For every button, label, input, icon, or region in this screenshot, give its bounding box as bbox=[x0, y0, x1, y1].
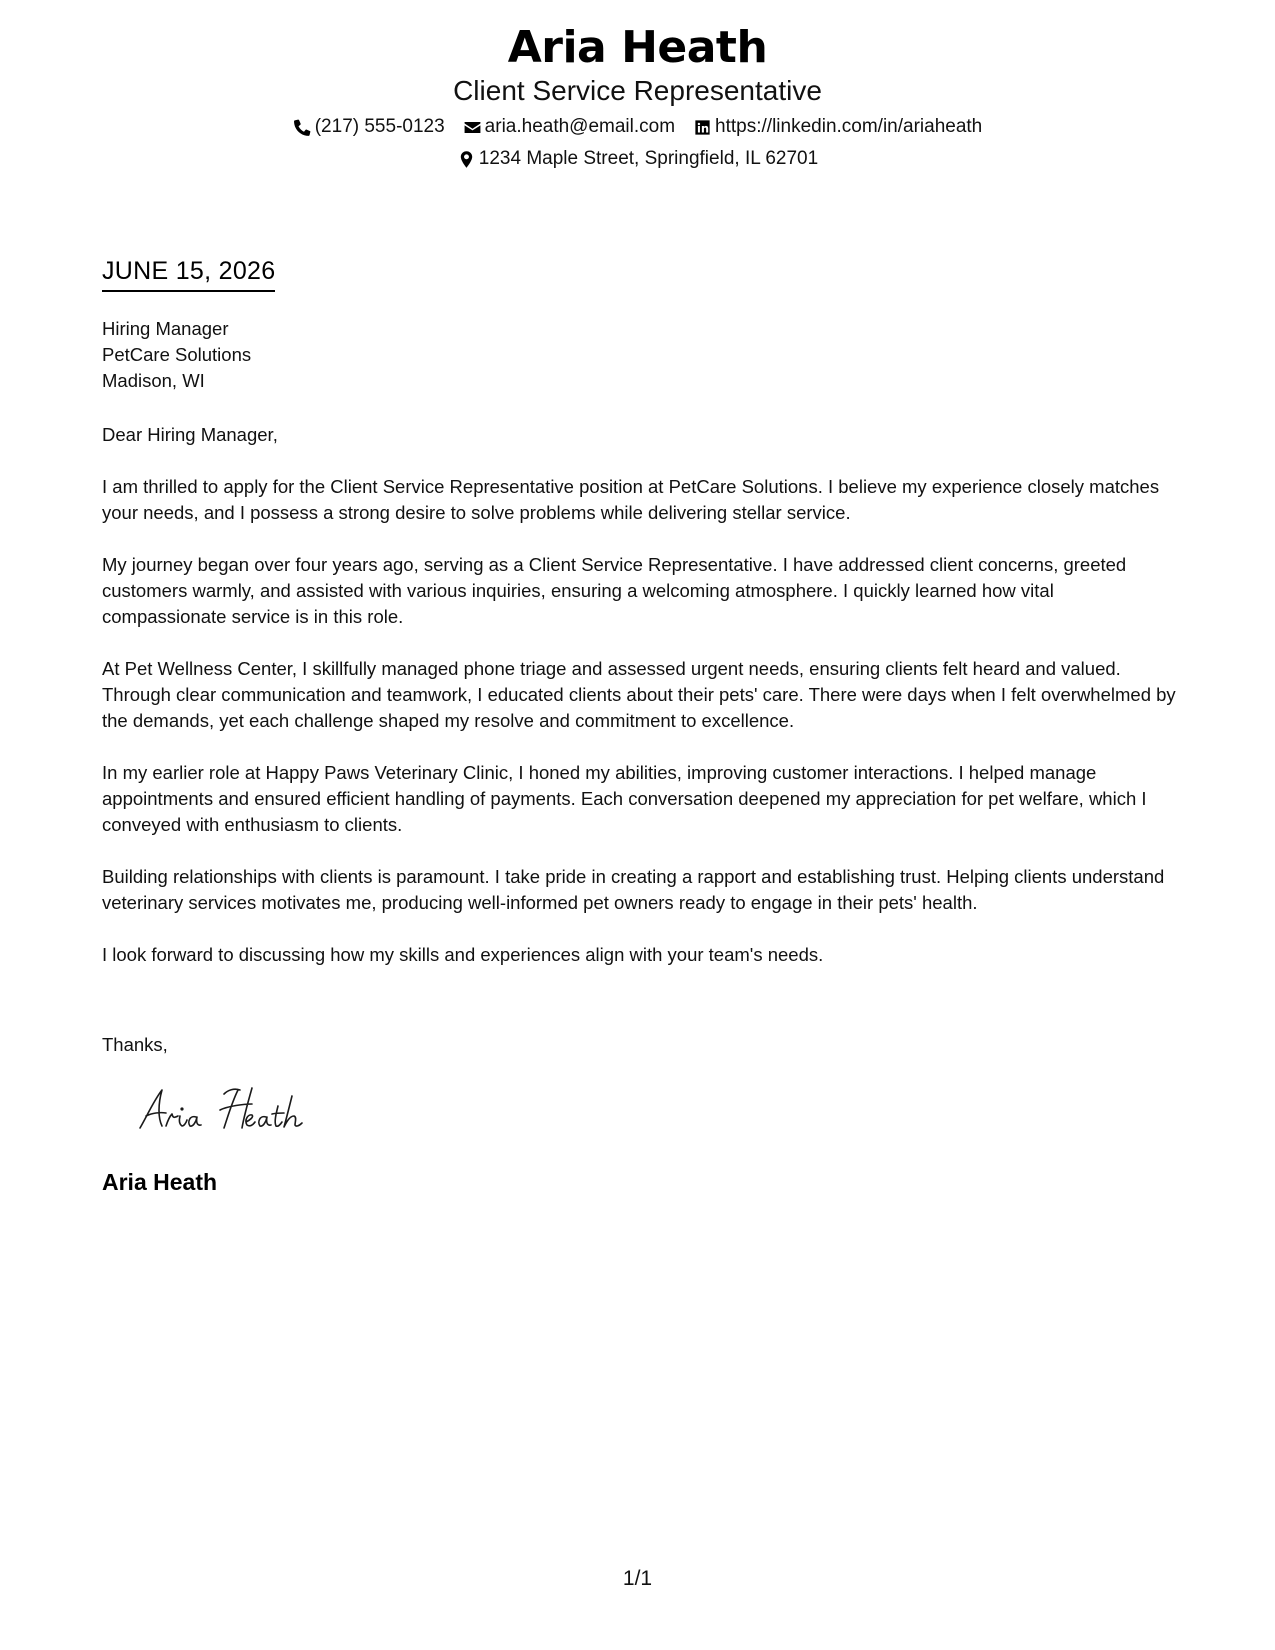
page-number: 1/1 bbox=[622, 1567, 653, 1590]
letter-header bbox=[0, 22, 1275, 172]
contact-row-address bbox=[0, 146, 1275, 172]
recipient-line: Madison, WI bbox=[102, 370, 205, 391]
contact-address bbox=[457, 146, 818, 172]
contact-phone bbox=[293, 114, 445, 140]
contact-row-primary bbox=[0, 114, 1275, 140]
body-paragraph: I am thrilled to apply for the Client Service Representative position at PetCare Solutions. I believe my experience closely matches your needs, and I possess a strong desire to solve problems while delivering stellar service. bbox=[102, 476, 1160, 523]
email-text: aria.heath@email.com bbox=[484, 116, 676, 137]
phone-icon bbox=[293, 118, 312, 137]
applicant-title: Client Service Representative bbox=[453, 75, 822, 106]
envelope-icon bbox=[463, 118, 482, 137]
map-marker-icon bbox=[457, 150, 476, 169]
salutation: Dear Hiring Manager, bbox=[102, 424, 278, 445]
letter-body bbox=[102, 422, 1182, 994]
linkedin-text: https://linkedin.com/in/ariaheath bbox=[715, 116, 983, 137]
linkedin-icon bbox=[693, 118, 712, 137]
recipient-line: PetCare Solutions bbox=[102, 344, 252, 365]
body-paragraph: Building relationships with clients is paramount. I take pride in creating a rapport and establishing trust. Helping clients understand veterinary services motivates me, producing well-informed pet owners ready to engage in their pets' health. bbox=[102, 866, 1165, 913]
contact-linkedin bbox=[693, 114, 982, 140]
recipient-block bbox=[102, 316, 251, 394]
body-paragraph: In my earlier role at Happy Paws Veterinary Clinic, I honed my abilities, improving customer interactions. I helped manage appointments and ensured efficient handling of payments. Each conversation deepened my appreciation for pet welfare, which I conveyed with enthusiasm to clients. bbox=[102, 762, 1147, 835]
letter-date: JUNE 15, 2026 bbox=[102, 256, 275, 292]
signer-name: Aria Heath bbox=[102, 1169, 218, 1195]
recipient-line: Hiring Manager bbox=[102, 318, 229, 339]
body-paragraph: I look forward to discussing how my skills and experiences align with your team's needs. bbox=[102, 944, 824, 965]
phone-text: (217) 555-0123 bbox=[314, 116, 445, 137]
body-paragraph: At Pet Wellness Center, I skillfully managed phone triage and assessed urgent needs, ensuring clients felt heard and valued. Through clear communication and teamwork, I educated clients about their pets' care. There were days when I felt overwhelmed by the demands, yet each challenge shaped my resolve and commitment to excellence. bbox=[102, 658, 1176, 731]
signature-image bbox=[132, 1080, 332, 1140]
contact-email bbox=[463, 114, 675, 140]
address-text: 1234 Maple Street, Springfield, IL 62701 bbox=[478, 148, 819, 169]
applicant-name: Aria Heath bbox=[507, 22, 768, 73]
closing-text: Thanks, bbox=[102, 1034, 168, 1055]
body-paragraph: My journey began over four years ago, serving as a Client Service Representative. I have addressed client concerns, greeted customers warmly, and assisted with various inquiries, ensuring a welcoming atmosphere. I quickly learned how vital compassionate service is in this role. bbox=[102, 554, 1127, 627]
